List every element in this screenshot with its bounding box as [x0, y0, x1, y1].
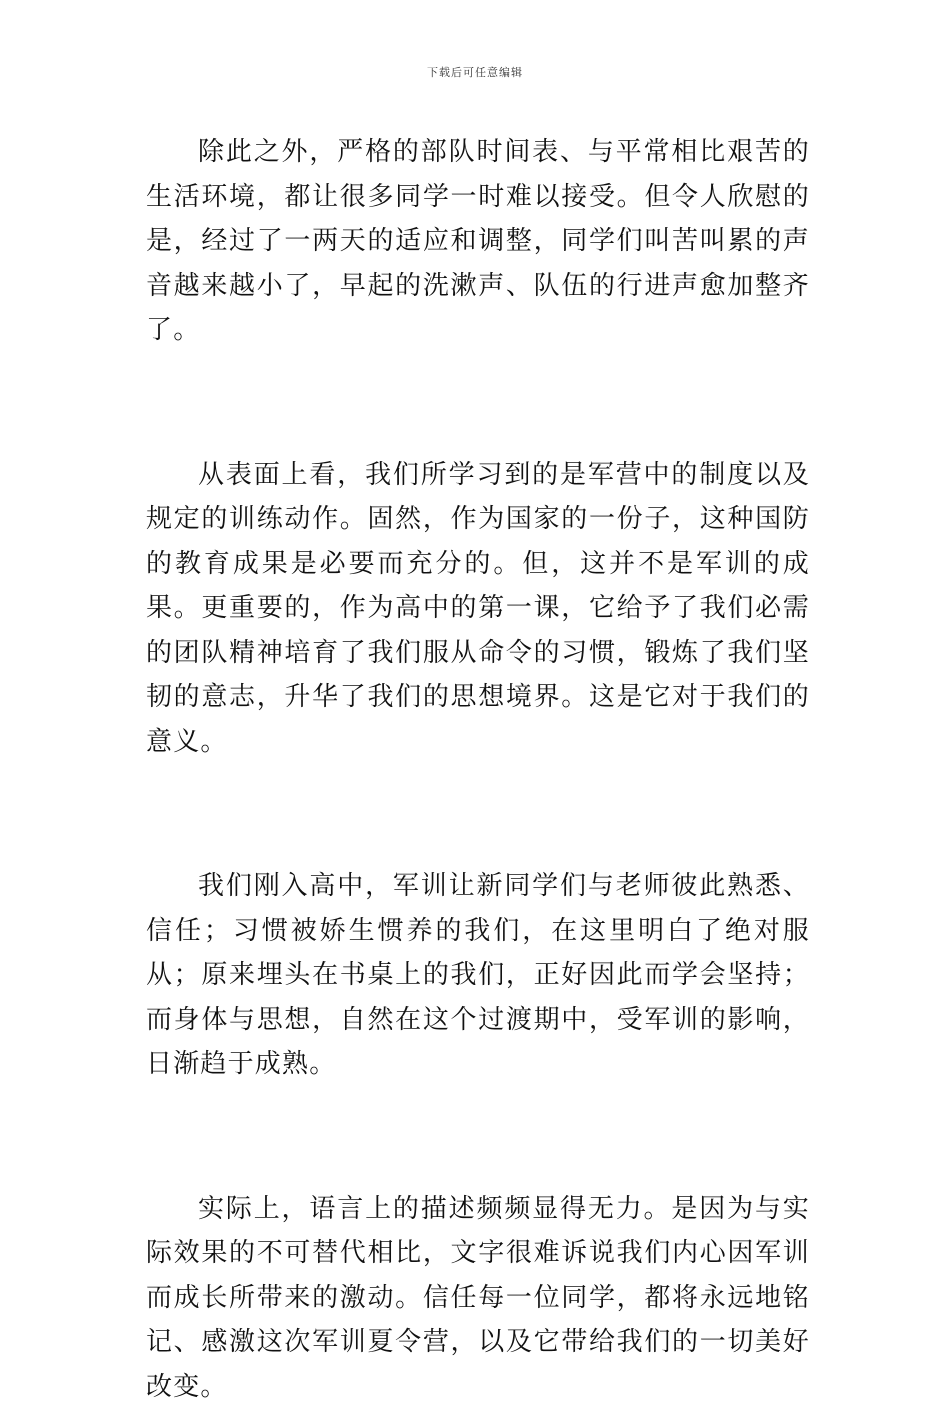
paragraph-1: 除此之外，严格的部队时间表、与平常相比艰苦的生活环境，都让很多同学一时难以接受。但令人欣慰的是，经过了一两天的适应和调整，同学们叫苦叫累的声音越来越小了，早起的洗漱声、队伍的行进声愈加整齐了。	[146, 130, 810, 353]
document-body	[146, 130, 810, 1409]
paragraph-3: 我们刚入高中，军训让新同学们与老师彼此熟悉、信任；习惯被娇生惯养的我们，在这里明白了绝对服从；原来埋头在书桌上的我们，正好因此而学会坚持；而身体与思想，自然在这个过渡期中，受军训的影响，日渐趋于成熟。	[146, 864, 810, 1087]
paragraph-2: 从表面上看，我们所学习到的是军营中的制度以及规定的训练动作。固然，作为国家的一份子，这种国防的教育成果是必要而充分的。但，这并不是军训的成果。更重要的，作为高中的第一课，它给予了我们必需的团队精神培育了我们服从命令的习惯，锻炼了我们坚韧的意志，升华了我们的思想境界。这是它对于我们的意义。	[146, 453, 810, 765]
paragraph-4: 实际上，语言上的描述频频显得无力。是因为与实际效果的不可替代相比，文字很难诉说我们内心因军训而成长所带来的激动。信任每一位同学，都将永远地铭记、感激这次军训夏令营，以及它带给我们的一切美好改变。	[146, 1187, 810, 1409]
page-header: 下载后可任意编辑	[0, 66, 950, 80]
